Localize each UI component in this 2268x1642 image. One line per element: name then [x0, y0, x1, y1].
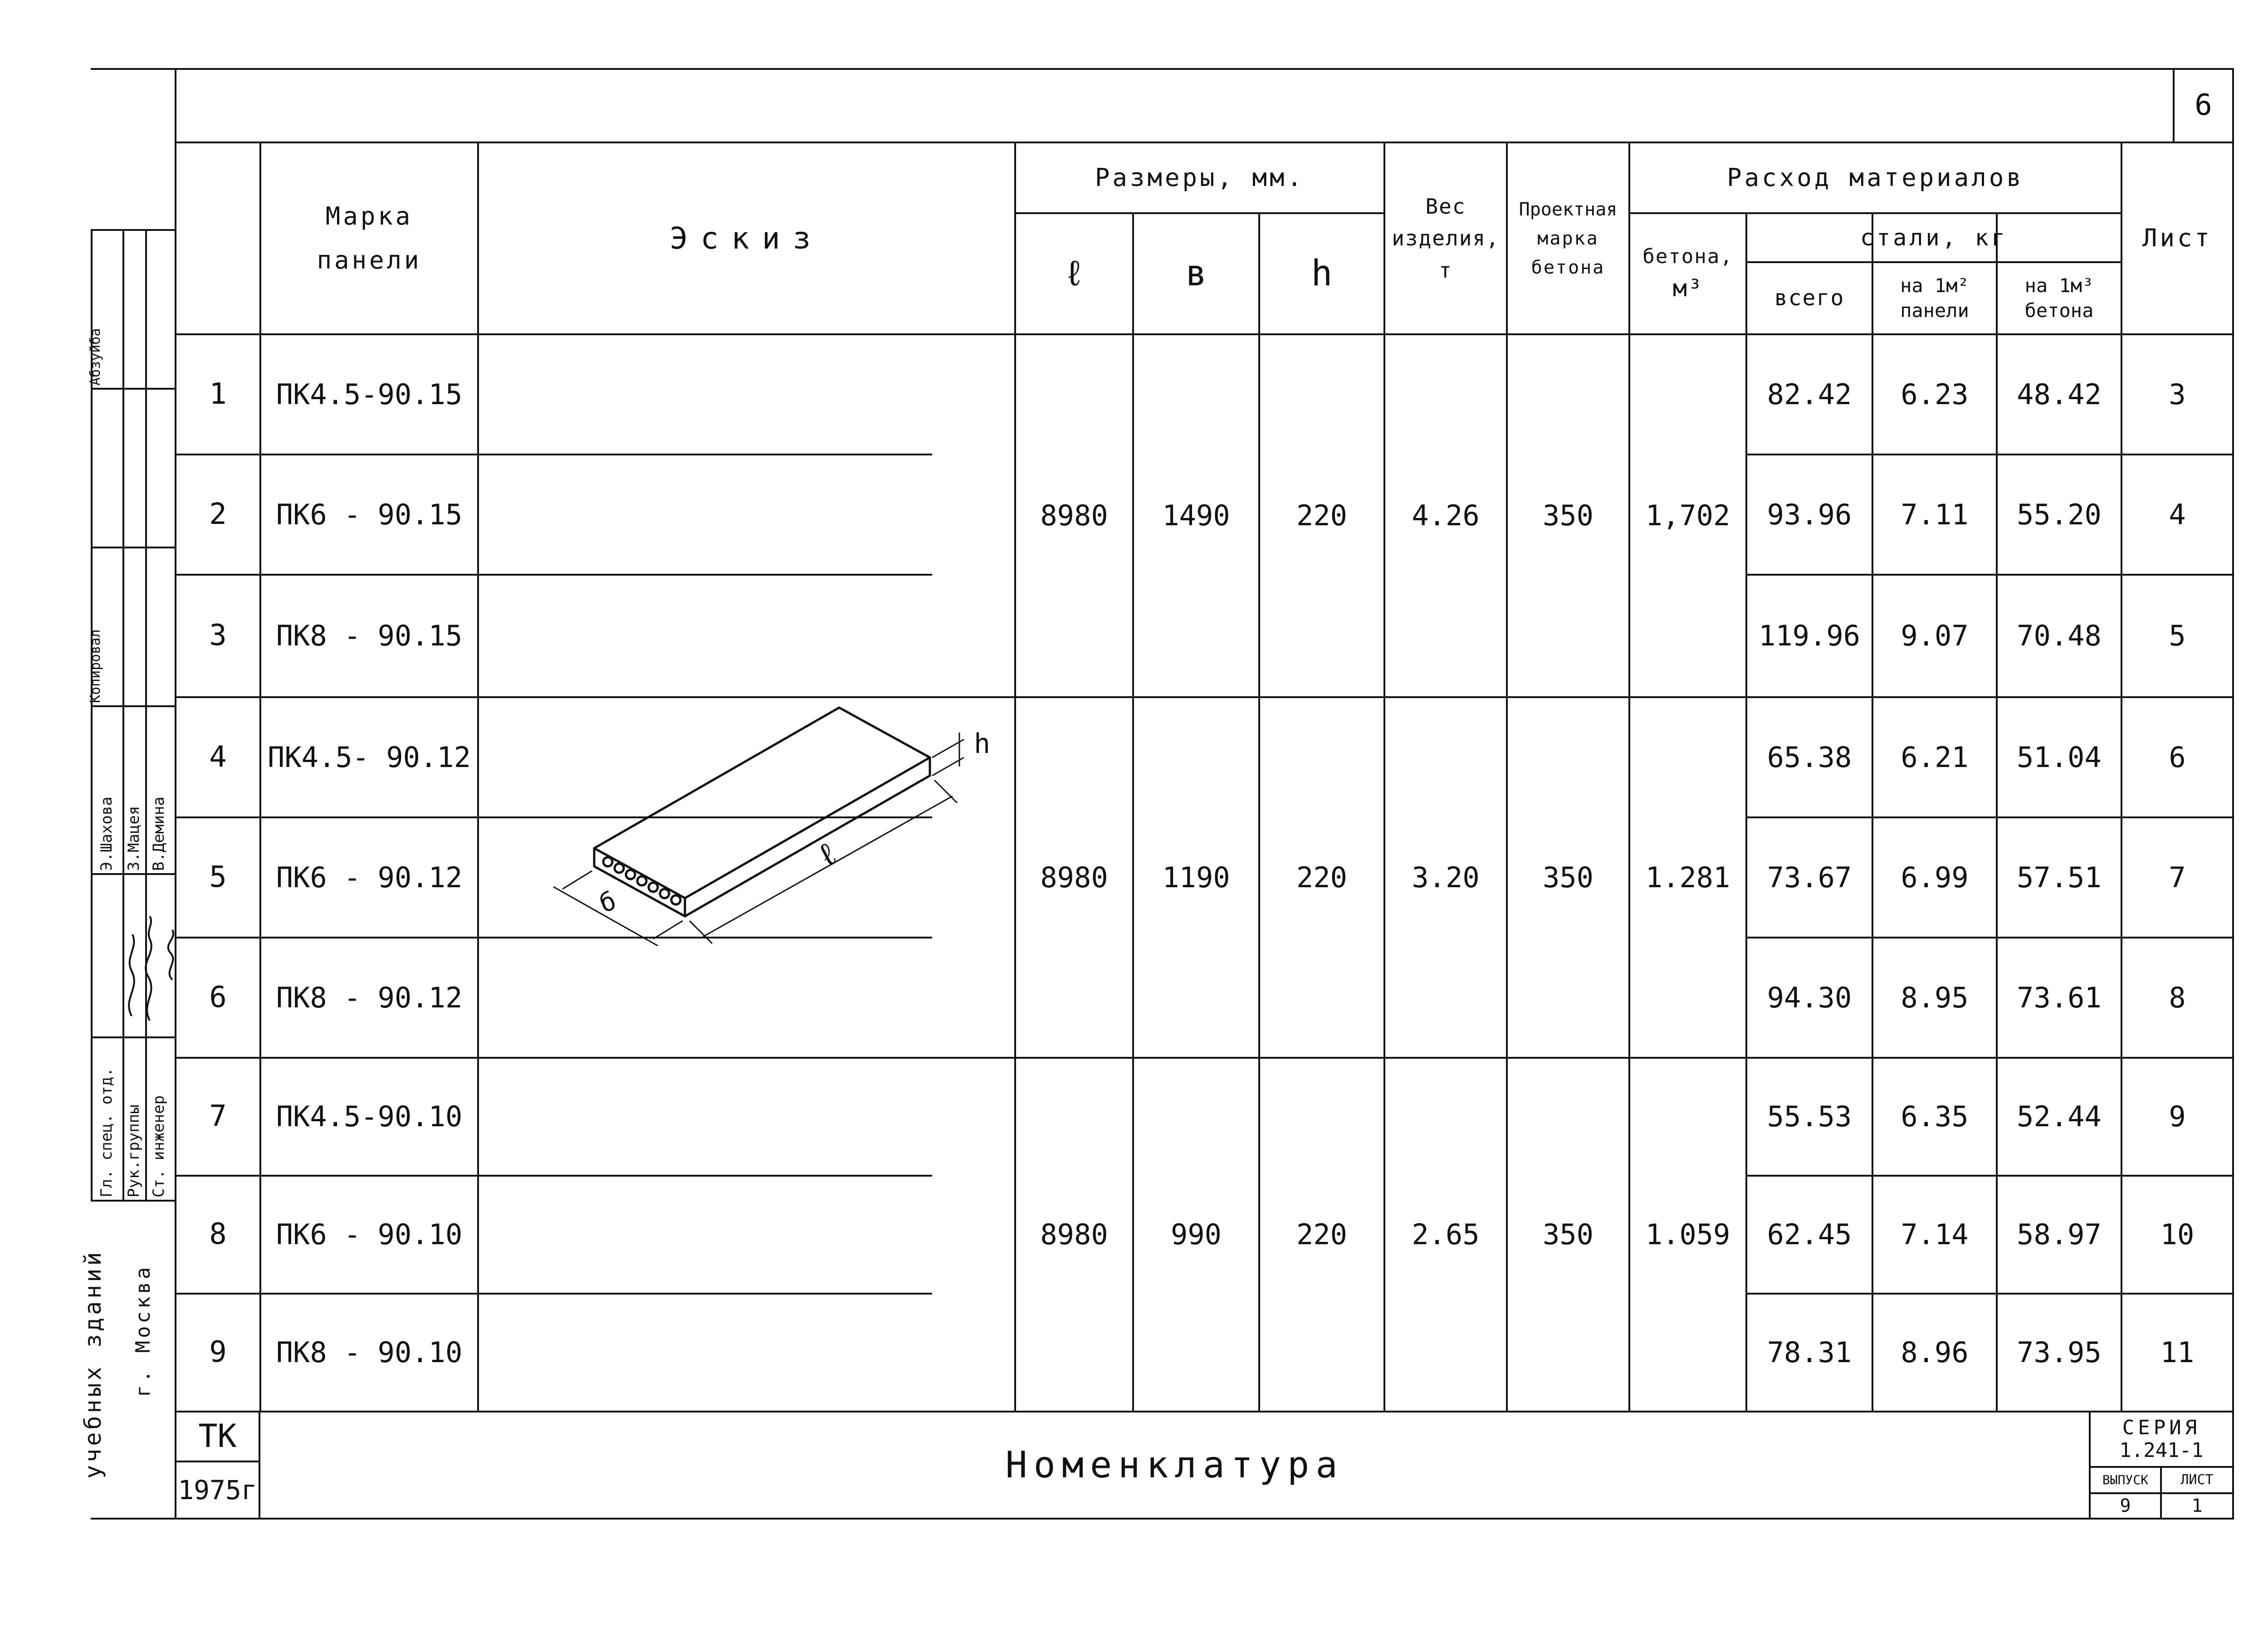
steel-per-m3: 48.42	[2017, 377, 2102, 411]
header-dim-l: ℓ	[1063, 253, 1085, 294]
org-name-line1: учебных зданий	[80, 1249, 106, 1479]
table-row-number: 5	[209, 860, 227, 894]
header-concrete-line2: м³	[1672, 275, 1703, 303]
sheet-ref: 10	[2160, 1218, 2195, 1251]
header-steel-total: всего	[1774, 285, 1845, 311]
steel-per-m3: 51.04	[2017, 740, 2102, 774]
concrete-grade-value: 350	[1543, 499, 1593, 533]
steel-per-m2: 8.96	[1901, 1336, 1969, 1369]
concrete-grade-value: 350	[1543, 860, 1593, 894]
steel-total: 82.42	[1767, 377, 1852, 411]
header-steel-m3-line2: бетона	[2024, 299, 2094, 322]
name-shakhova: Э.Шахова	[98, 797, 116, 871]
steel-per-m3: 73.61	[2017, 981, 2102, 1014]
table-row-number: 6	[209, 980, 227, 1014]
table-row-number: 1	[209, 377, 227, 411]
length-value: 8980	[1040, 860, 1108, 894]
issue-label: ВЫПУСК	[2102, 1472, 2149, 1488]
table-row-number: 9	[209, 1335, 227, 1369]
length-value: 8980	[1040, 1218, 1108, 1251]
length-value: 8980	[1040, 499, 1108, 533]
panel-mark: ПК6 - 90.10	[276, 1218, 463, 1251]
name-demina: В.Демина	[150, 797, 168, 871]
steel-total: 94.30	[1767, 981, 1852, 1014]
header-concrete-volume	[1630, 214, 1745, 333]
steel-per-m2: 9.07	[1901, 619, 1969, 653]
header-weight-line3: т	[1439, 258, 1452, 283]
width-value: 1190	[1162, 860, 1230, 894]
header-steel-m2-line1: на 1м²	[1900, 274, 1969, 297]
panel-mark: ПК8 - 90.12	[276, 981, 463, 1014]
header-panel-mark	[261, 143, 477, 333]
header-steel-per-m2	[1873, 263, 1996, 333]
org-code: ТК	[198, 1417, 237, 1455]
org-name	[77, 1225, 109, 1479]
steel-total: 93.96	[1767, 498, 1852, 531]
concrete-volume-value: 1.059	[1645, 1218, 1730, 1251]
steel-per-m2: 8.95	[1901, 981, 1969, 1014]
table-row-number: 7	[209, 1100, 227, 1134]
table-row-number: 8	[209, 1217, 227, 1251]
header-dim-h: h	[1311, 253, 1333, 294]
sheet-ref: 5	[2169, 619, 2186, 653]
sheet-ref: 8	[2169, 981, 2186, 1014]
header-weight	[1385, 143, 1506, 333]
header-mark-line1: Марка	[325, 201, 413, 230]
header-steel-per-m3	[1998, 263, 2121, 333]
steel-per-m2: 6.23	[1901, 377, 1969, 411]
steel-per-m2: 6.99	[1901, 860, 1969, 894]
org-name-line2: г. Москва	[131, 1264, 155, 1397]
header-grade-line2: марка	[1537, 228, 1599, 249]
name-matseya: З.Мацея	[125, 806, 143, 871]
year: 1975г	[178, 1474, 257, 1505]
series-block	[2091, 1412, 2232, 1466]
sheet-ref: 4	[2169, 498, 2186, 531]
steel-total: 78.31	[1767, 1336, 1852, 1369]
steel-per-m3: 57.51	[2017, 860, 2102, 894]
table-row-number: 4	[209, 740, 227, 774]
series-number: 1.241-1	[2119, 1439, 2204, 1462]
role-head-specialist: Гл. спец. отд.	[98, 1067, 116, 1197]
page-number: 6	[2195, 88, 2212, 122]
sheet-label: ЛИСТ	[2180, 1472, 2214, 1488]
sheet-ref: 6	[2169, 740, 2186, 774]
panel-mark: ПК4.5-90.10	[276, 1100, 463, 1134]
header-dim-b: в	[1185, 253, 1207, 294]
sheet-title: Номенклатура	[1005, 1444, 1344, 1486]
sketch-label-h: h	[973, 728, 991, 760]
panel-mark: ПК6 - 90.15	[276, 498, 463, 531]
height-value: 220	[1296, 499, 1347, 533]
panel-mark: ПК8 - 90.10	[276, 1336, 463, 1369]
header-weight-line1: Вес	[1425, 194, 1466, 219]
steel-per-m3: 70.48	[2017, 619, 2102, 653]
steel-per-m3: 73.95	[2017, 1336, 2102, 1369]
steel-total: 55.53	[1767, 1100, 1852, 1134]
height-value: 220	[1296, 860, 1347, 894]
steel-per-m2: 6.21	[1901, 740, 1969, 774]
steel-total: 119.96	[1759, 619, 1860, 653]
sheet-ref: 9	[2169, 1100, 2186, 1134]
signatures	[104, 898, 186, 1043]
header-steel: стали, кг	[1860, 224, 2008, 251]
width-value: 990	[1171, 1218, 1222, 1251]
header-grade-line1: Проектная	[1519, 199, 1618, 220]
sketch-label-l: ℓ	[810, 834, 845, 876]
header-materials-consumption: Расход материалов	[1727, 163, 2024, 192]
steel-per-m2: 6.35	[1901, 1100, 1969, 1134]
height-value: 220	[1296, 1218, 1347, 1251]
concrete-grade-value: 350	[1543, 1218, 1593, 1251]
weight-value: 2.65	[1412, 1218, 1480, 1251]
header-sheet: Лист	[2142, 224, 2213, 253]
panel-mark: ПК8 - 90.15	[276, 619, 463, 653]
steel-per-m2: 7.14	[1901, 1218, 1969, 1251]
header-mark-line2: панели	[317, 245, 422, 274]
sheet-value: 1	[2191, 1495, 2203, 1516]
steel-per-m3: 58.97	[2017, 1218, 2102, 1251]
header-concrete-line1: бетона,	[1642, 245, 1733, 269]
table-row-number: 3	[209, 619, 227, 653]
steel-per-m3: 55.20	[2017, 498, 2102, 531]
role-group-leader: Рук.группы	[125, 1104, 143, 1197]
panel-mark: ПК4.5- 90.12	[268, 740, 471, 774]
weight-value: 3.20	[1412, 860, 1480, 894]
margin-label-1: Абзуйба	[87, 328, 103, 386]
header-steel-m2-line2: панели	[1900, 299, 1969, 322]
panel-mark: ПК4.5-90.15	[276, 377, 463, 411]
header-concrete-grade	[1508, 143, 1628, 333]
width-value: 1490	[1162, 499, 1230, 533]
sheet-ref: 11	[2160, 1336, 2195, 1369]
margin-label-2: Копировал	[87, 629, 103, 703]
weight-value: 4.26	[1412, 499, 1480, 533]
panel-sketch	[522, 680, 998, 998]
steel-per-m3: 52.44	[2017, 1100, 2102, 1134]
issue-value: 9	[2120, 1495, 2131, 1516]
concrete-volume-value: 1.281	[1645, 860, 1730, 894]
sheet-ref: 7	[2169, 860, 2186, 894]
table-row-number: 2	[209, 497, 227, 531]
header-grade-line3: бетона	[1531, 257, 1605, 278]
org-city	[127, 1234, 159, 1397]
header-steel-m3-line1: на 1м³	[2024, 274, 2094, 297]
steel-total: 73.67	[1767, 860, 1852, 894]
sheet-ref: 3	[2169, 377, 2186, 411]
steel-total: 65.38	[1767, 740, 1852, 774]
concrete-volume-value: 1,702	[1645, 499, 1730, 533]
steel-total: 62.45	[1767, 1218, 1852, 1251]
series-label: СЕРИЯ	[2122, 1416, 2201, 1439]
steel-per-m2: 7.11	[1901, 498, 1969, 531]
header-weight-line2: изделия,	[1392, 226, 1500, 251]
header-sketch: Эскиз	[670, 220, 824, 256]
panel-mark: ПК6 - 90.12	[276, 860, 463, 894]
header-dimensions: Размеры, мм.	[1095, 163, 1305, 192]
sketch-label-b: б	[595, 885, 620, 919]
role-senior-engineer: Ст. инженер	[150, 1095, 168, 1197]
